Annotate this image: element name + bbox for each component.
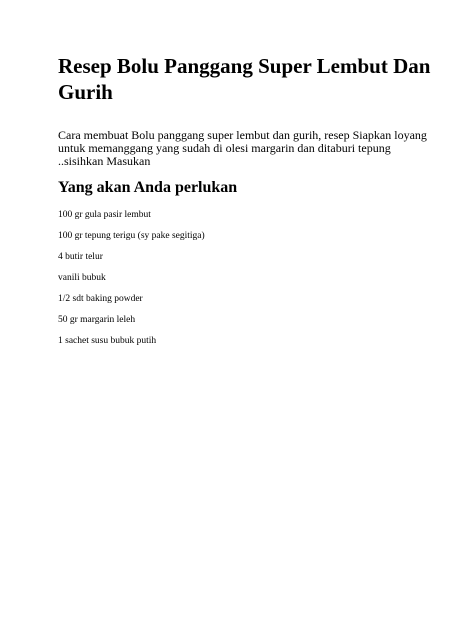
ingredient-item: 100 gr tepung terigu (sy pake segitiga)	[58, 231, 205, 241]
ingredient-item: vanili bubuk	[58, 273, 106, 283]
page-title: Resep Bolu Panggang Super Lembut Dan Gurih	[58, 54, 431, 104]
ingredient-item: 4 butir telur	[58, 252, 103, 262]
ingredient-item: 1 sachet susu bubuk putih	[58, 336, 157, 346]
ingredient-item: 100 gr gula pasir lembut	[58, 210, 151, 220]
ingredient-list	[58, 210, 434, 347]
ingredient-item: 1/2 sdt baking powder	[58, 294, 143, 304]
ingredients-heading: Yang akan Anda perlukan	[58, 179, 238, 196]
ingredient-item: 50 gr margarin leleh	[58, 315, 136, 325]
intro-paragraph: Cara membuat Bolu panggang super lembut dan gurih, resep Siapkan loyang untuk memanggang yang sudah di olesi margarin dan ditaburi tepung ..sisihkan Masukan	[58, 128, 427, 168]
